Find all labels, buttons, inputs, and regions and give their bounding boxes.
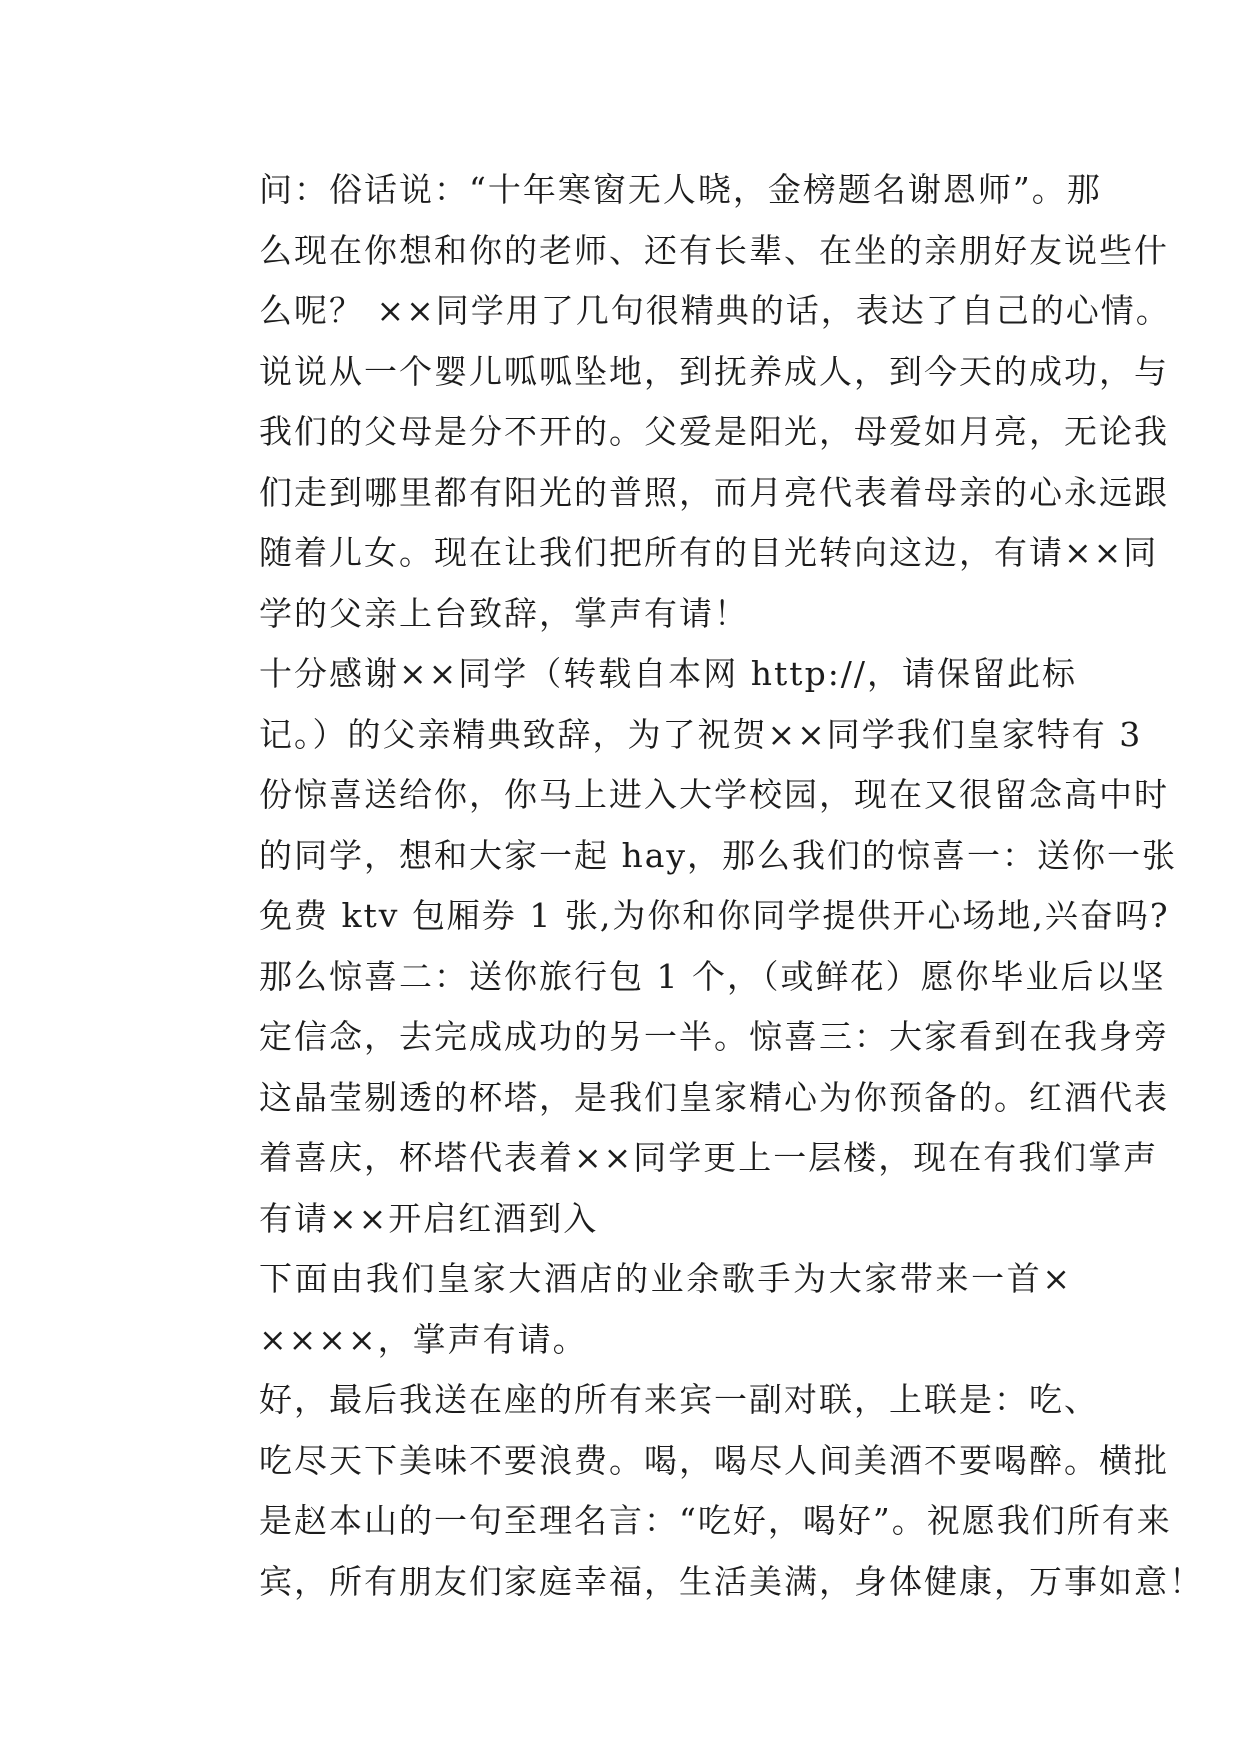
text-line: 说说从一个婴儿呱呱坠地，到抚养成人，到今天的成功，与 (259, 351, 1169, 391)
text-line: 十分感谢××同学（转载自本网 http://，请保留此标 (259, 654, 1078, 693)
text-line: 宾，所有朋友们家庭幸福，生活美满，身体健康，万事如意！ (259, 1561, 1204, 1601)
text-line: 有请××开启红酒到入 (259, 1198, 599, 1238)
paragraph-singer (192, 1249, 1072, 1370)
text-line: 免费 ktv 包厢券 1 张,为你和你同学提供开心场地,兴奋吗? (259, 896, 1170, 935)
text-line: 这晶莹剔透的杯塔，是我们皇家精心为你预备的。红酒代表 (259, 1077, 1169, 1117)
text-line: 么呢？ ××同学用了几句很精典的话，表达了自己的心情。 (259, 291, 1171, 330)
paragraph-couplet (192, 1370, 1204, 1612)
paragraph-speech-to-teachers (192, 160, 1171, 644)
text-line: 问：俗话说：“十年寒窗无人晓，金榜题名谢恩师”。那 (259, 170, 1102, 209)
text-line: 份惊喜送给你，你马上进入大学校园，现在又很留念高中时 (259, 775, 1169, 814)
text-line: 定信念，去完成成功的另一半。惊喜三：大家看到在我身旁 (259, 1017, 1169, 1056)
text-line: 着喜庆，杯塔代表着××同学更上一层楼，现在有我们掌声 (259, 1138, 1159, 1177)
text-line: 的同学，想和大家一起 hay，那么我们的惊喜一：送你一张 (259, 835, 1178, 875)
text-line: ××××，掌声有请。 (259, 1319, 588, 1359)
text-line: 我们的父母是分不开的。父爱是阳光，母爱如月亮，无论我 (259, 412, 1169, 451)
text-line: 们走到哪里都有阳光的普照，而月亮代表着母亲的心永远跟 (259, 472, 1169, 512)
text-line: 学的父亲上台致辞，掌声有请！ (259, 593, 749, 633)
text-line: 那么惊喜二：送你旅行包 1 个，（或鲜花）愿你毕业后以坚 (259, 956, 1166, 996)
text-line: 随着儿女。现在让我们把所有的目光转向这边，有请××同 (259, 533, 1159, 572)
text-line: 下面由我们皇家大酒店的业余歌手为大家带来一首× (259, 1259, 1072, 1298)
text-line: 记。）的父亲精典致辞，为了祝贺××同学我们皇家特有 3 (259, 714, 1143, 754)
text-line: 么现在你想和你的老师、还有长辈、在坐的亲朋好友说些什 (259, 230, 1169, 270)
text-line: 好，最后我送在座的所有来宾一副对联，上联是：吃、 (259, 1380, 1099, 1419)
paragraph-surprises (192, 644, 1178, 1249)
document-body (192, 160, 1204, 1612)
text-line: 吃尽天下美味不要浪费。喝，喝尽人间美酒不要喝醉。横批 (259, 1440, 1169, 1480)
text-line: 是赵本山的一句至理名言：“吃好，喝好”。祝愿我们所有来 (259, 1501, 1172, 1540)
